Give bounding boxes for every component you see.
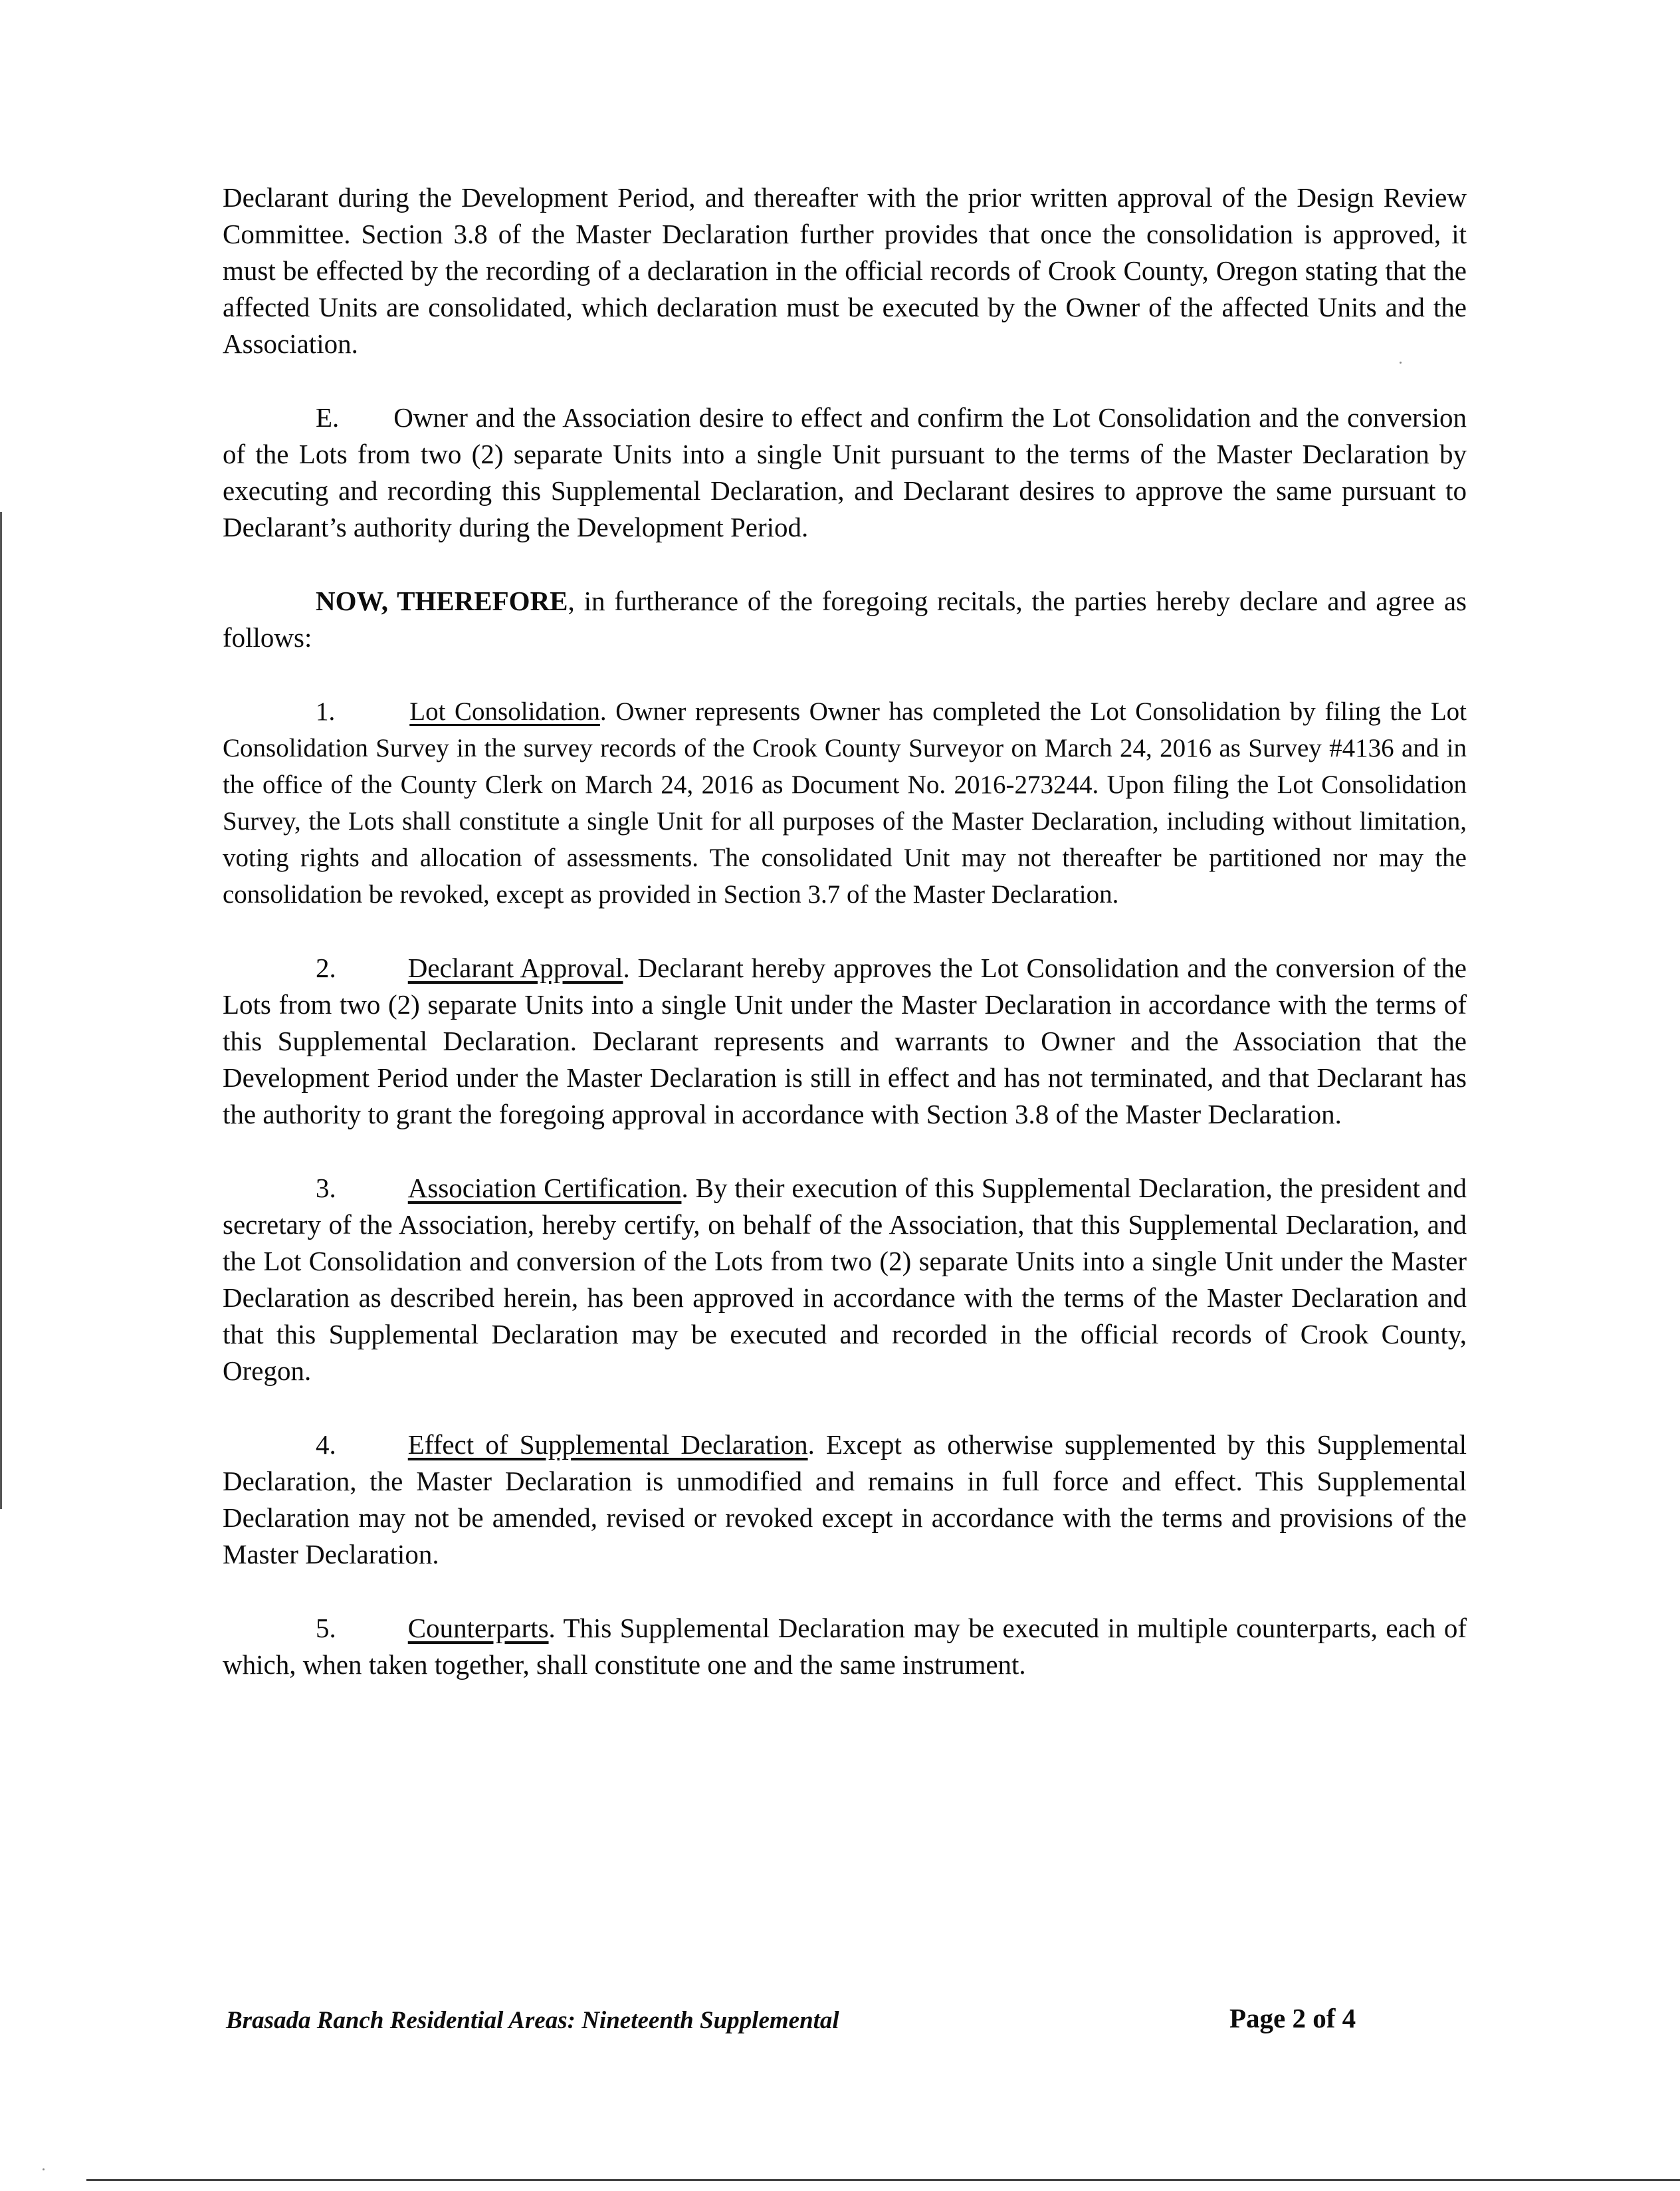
section-5-number: 5. — [316, 1613, 336, 1643]
scan-left-edge — [0, 512, 2, 1509]
section-5-paragraph — [223, 1610, 1467, 1683]
intro-paragraph: Declarant during the Development Period, and thereafter with the prior written approval of the Design Review Committee. Section 3.8 of the Master Declaration further provides that once the consolidation is approved, it must be effected by the recording of a declaration in the official records of Crook County, Oregon stating that the affected Units are consolidated, which declaration must be executed by the Owner of the affected Units and the Association. — [223, 182, 1467, 359]
section-5-text: . This Supplemental Declaration may be executed in multiple counterparts, each of which, when taken together, shall constitute one and the same instrument. — [223, 1613, 1467, 1680]
section-5-heading: Counterparts — [407, 1613, 549, 1643]
recital-e-text: Owner and the Association desire to effect and confirm the Lot Consolidation and the conversion of the Lots from two (2) separate Units into a single Unit pursuant to the terms of the Master Declaration by executing and recording this Supplemental Declaration, and Declarant desires to approve the same pursuant to Declarant’s authority during the Development Period. — [223, 402, 1467, 542]
scan-speck — [43, 2168, 45, 2170]
section-3-heading: Association Certification — [407, 1173, 682, 1203]
section-3-paragraph — [223, 1170, 1467, 1389]
section-2-paragraph — [223, 950, 1467, 1133]
section-2-text: . Declarant hereby approves the Lot Consolidation and the conversion of the Lots from two (2) separate Units into a single Unit under the Master Declaration in accordance with the terms of this Supplemental Declaration. Declarant represents and warrants to Owner and the Association that the Development Period under the Master Declaration is still in effect and has not terminated, and that Declarant has the authority to grant the foregoing approval in accordance with Section 3.8 of the Master Declaration. — [223, 953, 1467, 1129]
section-4-paragraph — [223, 1427, 1467, 1573]
section-3-number: 3. — [316, 1173, 336, 1203]
recital-e-paragraph — [223, 400, 1467, 546]
section-2-number: 2. — [316, 953, 336, 983]
section-4-heading: Effect of Supplemental Declaration — [407, 1429, 808, 1460]
now-therefore-paragraph — [223, 583, 1467, 656]
now-therefore-text: , in furtherance of the foregoing recitals, the parties hereby declare and agree as follows: — [223, 586, 1467, 653]
scan-bottom-edge — [86, 2179, 1680, 2181]
section-2-heading: Declarant Approval — [407, 953, 623, 983]
now-therefore-heading: NOW, THEREFORE — [316, 586, 568, 616]
section-4-number: 4. — [316, 1429, 336, 1460]
section-1-heading: Lot Consolidation — [409, 697, 600, 726]
section-4-text: . Except as otherwise supplemented by this Supplemental Declaration, the Master Declaration is unmodified and remains in full force and effect. This Supplemental Declaration may not be amended, revised or revoked except in accordance with the terms and provisions of the Master Declaration. — [223, 1429, 1467, 1569]
recital-e-label: E. — [316, 402, 340, 433]
section-1-paragraph — [223, 693, 1467, 913]
section-3-text: . By their execution of this Supplemental Declaration, the president and secretary of the Association, hereby certify, on behalf of the Association, that this Supplemental Declaration, and the Lot Consolidation and conversion of the Lots from two (2) separate Units into a single Unit under the Master Declaration as described herein, has been approved in accordance with the terms of the Master Declaration and that this Supplemental Declaration may be executed and recorded in the official records of Crook County, Oregon. — [223, 1173, 1467, 1386]
document-body — [223, 179, 1467, 1720]
section-1-number: 1. — [316, 697, 336, 726]
section-1-text: . Owner represents Owner has completed the Lot Consolidation by filing the Lot Consolidation Survey in the survey records of the Crook County Surveyor on March 24, 2016 as Survey #4136 and in the office of the County Clerk on March 24, 2016 as Document No. 2016-273244. Upon filing the Lot Consolidation Survey, the Lots shall constitute a single Unit for all purposes of the Master Declaration, including without limitation, voting rights and allocation of assessments. The consolidated Unit may not thereafter be partitioned nor may the consolidation be revoked, except as provided in Section 3.7 of the Master Declaration. — [223, 697, 1467, 909]
footer-page-number: Page 2 of 4 — [1229, 2003, 1356, 2033]
footer-document-title: Brasada Ranch Residential Areas: Nineteenth Supplemental — [226, 2007, 839, 2034]
